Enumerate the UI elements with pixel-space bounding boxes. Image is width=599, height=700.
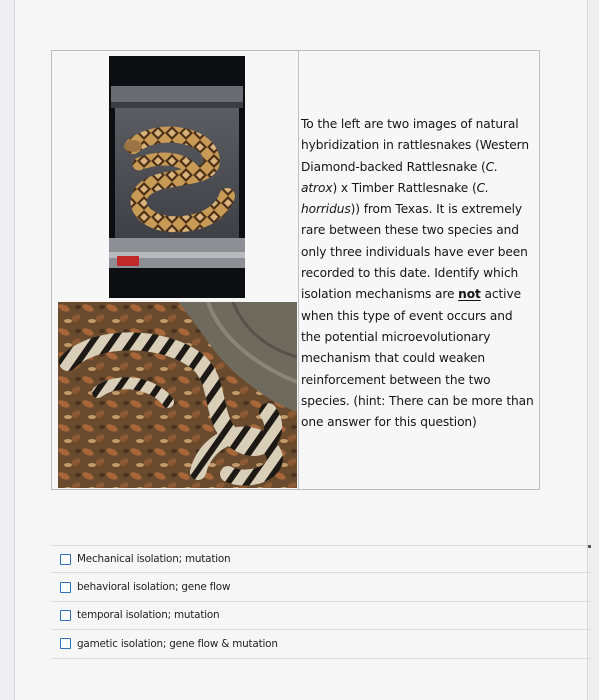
leaves-photo-graphic	[58, 302, 297, 488]
option-4[interactable]	[51, 630, 591, 658]
answer-options	[51, 545, 591, 659]
option-label: temporal isolation; mutation	[77, 609, 220, 622]
option-label: behavioral isolation; gene flow	[77, 581, 231, 594]
question-text-2: ) x Timber Rattlesnake (	[332, 180, 477, 195]
species-name-horridus: C. horridus	[301, 180, 489, 217]
option-label: Mechanical isolation; mutation	[77, 553, 231, 566]
question-text-1: To the left are two images of natural hybridization in rattlesnakes (Western Diamond-backed Rattlesnake (	[301, 117, 530, 174]
option-label: gametic isolation; gene flow & mutation	[77, 637, 278, 650]
crate-photo-graphic	[109, 56, 245, 298]
checkbox-icon[interactable]	[60, 554, 71, 565]
question-text-4: active when this type of event occurs and the potential microevolutionary mechanism that could weaken reinforcement between the two species. (hint: There can be more than one answer for this question)	[301, 287, 534, 430]
table-divider	[298, 51, 299, 489]
checkbox-icon[interactable]	[60, 582, 71, 593]
rattlesnake-leaves-photo	[58, 302, 297, 488]
question-page	[14, 0, 588, 700]
option-1[interactable]	[51, 545, 591, 573]
rattlesnake-crate-photo	[109, 56, 245, 298]
option-3[interactable]	[51, 602, 591, 630]
emphasis-not: not	[458, 287, 481, 302]
question-prompt	[301, 114, 535, 433]
species-name-atrox: C. atrox	[301, 159, 498, 195]
question-table	[51, 50, 540, 490]
scroll-indicator	[588, 545, 591, 548]
checkbox-icon[interactable]	[60, 638, 71, 649]
option-2[interactable]	[51, 573, 591, 601]
question-text-3: )) from Texas. It is extremely rare between these two species and only three individuals have ever been recorded to this date. Identify which isolation mechanisms are	[301, 202, 528, 302]
checkbox-icon[interactable]	[60, 610, 71, 621]
